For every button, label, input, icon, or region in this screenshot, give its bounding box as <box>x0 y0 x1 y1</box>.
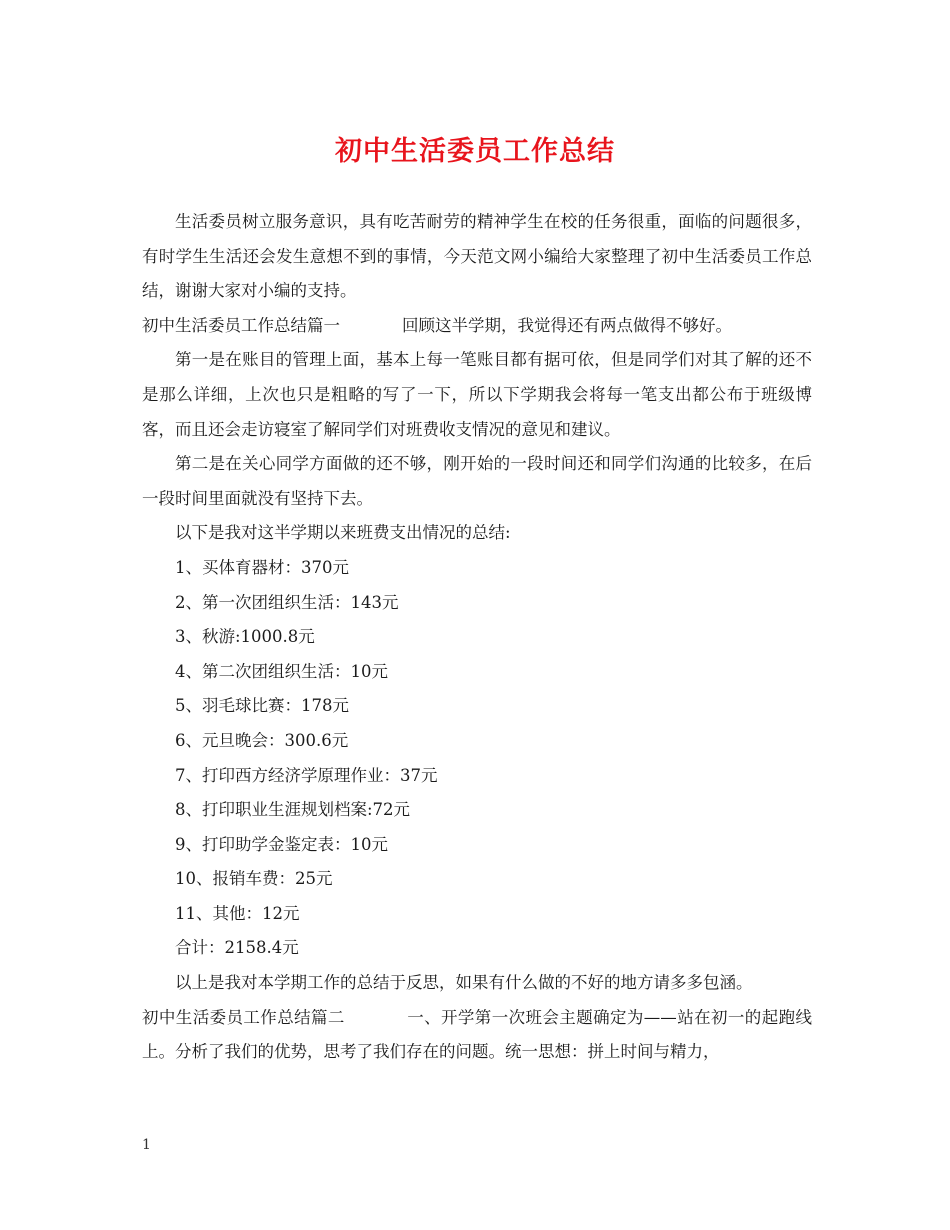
paragraph-accounts: 第一是在账目的管理上面，基本上每一笔账目都有据可依，但是同学们对其了解的还不是那么详细，上次也只是粗略的写了一下，所以下学期我会将每一笔支出都公布于班级博客，而且还会走访寝室了解同学们对班费收支情况的意见和建议。 <box>142 350 812 439</box>
expense-item: 5、羽毛球比赛：178元 <box>175 696 349 716</box>
intro-paragraph: 生活委员树立服务意识，具有吃苦耐劳的精神学生在校的任务很重，面临的问题很多，有时学生生活还会发生意想不到的事情，今天范文网小编给大家整理了初中生活委员工作总结，谢谢大家对小编的支持。 <box>142 212 812 301</box>
expense-total: 合计：2158.4元 <box>175 938 299 958</box>
section-two-heading: 初中生活委员工作总结篇二 <box>142 1007 345 1027</box>
expense-item: 3、秋游:1000.8元 <box>175 627 315 647</box>
expense-item: 11、其他：12元 <box>175 903 300 923</box>
expense-item: 1、买体育器材：370元 <box>175 557 349 577</box>
section-two-paragraph <box>142 1001 812 1070</box>
paragraph-expense-intro: 以下是我对这半学期以来班费支出情况的总结: <box>175 523 511 543</box>
closing-paragraph: 以上是我对本学期工作的总结于反思，如果有什么做的不好的地方请多多包涵。 <box>175 973 753 993</box>
paragraph-care: 第二是在关心同学方面做的还不够，刚开始的一段时间还和同学们沟通的比较多，在后一段时间里面就没有坚持下去。 <box>142 454 812 508</box>
expense-item: 6、元旦晚会：300.6元 <box>175 730 349 750</box>
expense-item: 4、第二次团组织生活：10元 <box>175 661 388 681</box>
section-one-heading: 初中生活委员工作总结篇一 <box>142 315 340 335</box>
expense-item: 10、报销车费：25元 <box>175 869 333 889</box>
section-two-lead: 一、开学第一次班会主题确定为——站在初一的起跑线上。分析了我们的优势，思考了我们存在的问题。统一思想：拼上时间与精力， <box>142 1007 813 1062</box>
page-number: 1 <box>142 1137 151 1153</box>
section-one-lead: 回顾这半学期，我觉得还有两点做得不够好。 <box>402 315 732 335</box>
expense-item: 9、打印助学金鉴定表：10元 <box>175 834 388 854</box>
expense-item: 8、打印职业生涯规划档案:72元 <box>175 800 411 820</box>
document-body <box>142 205 812 1070</box>
expense-item: 2、第一次团组织生活：143元 <box>175 592 399 612</box>
document-title: 初中生活委员工作总结 <box>335 136 615 167</box>
section-one-line <box>142 309 812 344</box>
expense-item: 7、打印西方经济学原理作业：37元 <box>175 765 438 785</box>
